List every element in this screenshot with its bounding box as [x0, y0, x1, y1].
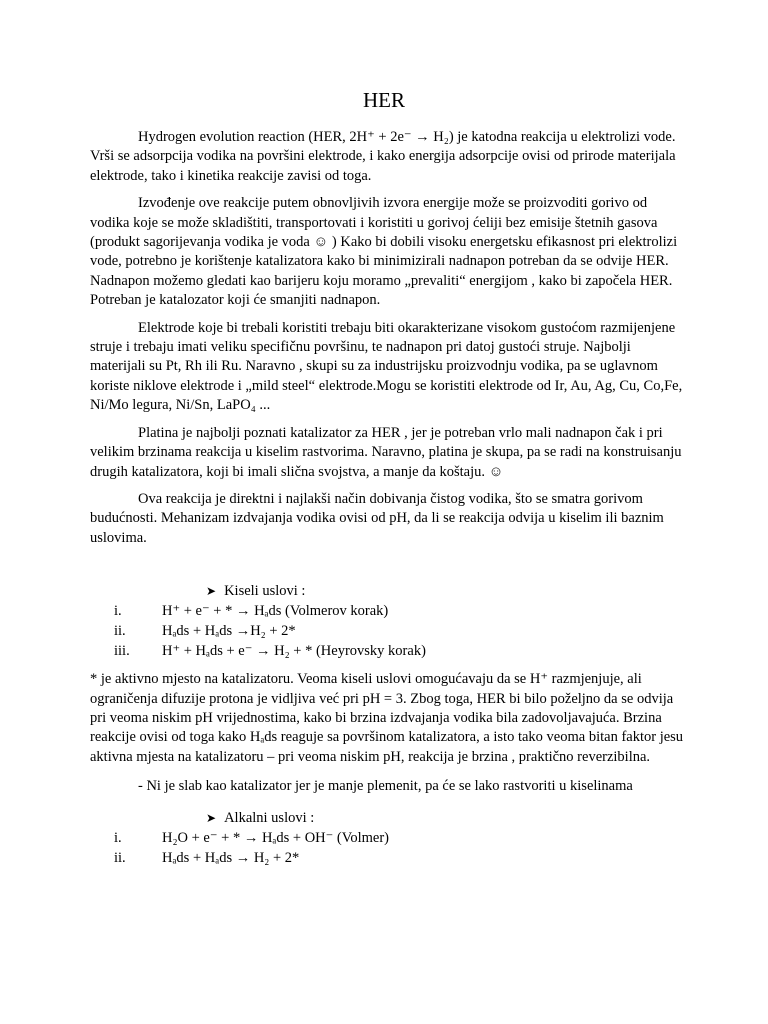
document-body [90, 128, 685, 869]
paragraph-text: Hydrogen evolution reaction (HER, 2H⁺ + 2e⁻ → H₂) je katodna reakcija u elektrolizi vode. Vrši se adsorpcija vodika na površini elektrode, i kako energija adsorpcije ovisi od prirode materijala elektrode, tako i kinetika reakcije zavisi od toga. [90, 129, 676, 184]
active-site-note: * je aktivno mjesto na katalizatoru. Veoma kiseli uslovi omogućavaju da se H⁺ razmjenjuje, ali ograničenja difuzije protona je vidljiva već pri pH = 3. Zbog toga, HER bi bilo poželjno da se odvija pri veoma niskim pH vrijednostima, kako bi brzina izdvajanja vodika bila zadovoljavajuća. Brzina reakcije ovisi od toga kako Hₐds reaguje sa površinom katalizatora, a isto tako veoma bitan faktor jesu aktivna mjesta na katalizatoru – pri veoma niskim pH, reakcija je brzina , praktično reverzibilna. [90, 671, 684, 765]
step-equation: H₂O + e⁻ + * → Hₐds + OH⁻ (Volmer) [162, 829, 390, 846]
alkaline-heading-label: Alkalni uslovi : [224, 809, 315, 826]
paragraph-text: Ova reakcija je direktni i najlakši način dobivanja čistog vodika, što se smatra gorivom budućnosti. Mehanizam izdvajanja vodika ovisi od pH, da li se reakcija odvija u kiselim ili baznim uslovima. [90, 490, 664, 546]
alkaline-heading [206, 809, 685, 829]
paragraph-intro [90, 128, 685, 186]
step-equation: Hₐds + Hₐds → H₂ + 2* [162, 849, 300, 866]
step-equation: H⁺ + Hₐds + e⁻ → H₂ + * (Heyrovsky korak) [162, 643, 426, 660]
step-equation: H⁺ + e⁻ + * → Hₐds (Volmerov korak) [162, 603, 389, 620]
paragraph-text: Izvođenje ove reakcije putem obnovljivih izvora energije može se proizvoditi gorivo od vodika koje se može skladištiti, transportovati i koristiti u gorivoj ćeliji bez emisije štetnih gasova (produkt sagorijevanja vodika je voda ☺ ) Kako bi dobili visoku energetsku efikasnost pri elektrolizi vode, potrebno je korištenje katalizatora kako bi minimizirali nadnapon potreban da se odvije HER. Nadnapon možemo gledati kao barijeru koju moramo „prevaliti“ energijom , kako bi započela HER. Potreban je katalozator koji će smanjiti nadnapon. [90, 195, 678, 309]
acid-heading [206, 582, 685, 602]
paragraph-text: Elektrode koje bi trebali koristiti trebaju biti okarakterizane visokom gustoćom razmijenjene struje i trebaju imati veliku specifičnu površinu, te nadnapon pri datoj gustoći struje. Najbolji materijali su Pt, Rh ili Ru. Naravno , skupi su za industrijsku proizvodnju vodika, pa se uglavnom koriste niklove elektrode i „mild steel“ elektrode.Mogu se koristiti elektrode od Ir, Au, Ag, Cu, Co,Fe, Ni/Mo legura, Ni/Sn, LaPO₄ ... [90, 319, 683, 414]
acid-step [90, 622, 685, 642]
step-number: i. [114, 603, 122, 620]
step-equation: Hₐds + Hₐds →H₂ + 2* [162, 623, 296, 640]
paragraph-electrodes [90, 319, 685, 416]
acid-heading-label: Kiseli uslovi : [224, 583, 306, 600]
paragraph-text: Platina je najbolji poznati katalizator za HER , jer je potreban vrlo mali nadnapon čak i pri velikim brzinama reakcija u kiselim rastvorima. Naravno, platina je skupa, pa se radi na konstruisanju drugih katalizatora, koji bi imali slična svojstva, a manje da koštaju. ☺ [90, 424, 682, 480]
step-number: ii. [114, 623, 126, 640]
alkaline-step [90, 849, 685, 869]
step-number: ii. [114, 849, 126, 866]
spacer [90, 556, 685, 582]
arrowhead-bullet-icon: ➤ [206, 584, 217, 599]
step-number: i. [114, 829, 122, 846]
page-title: HER [363, 88, 405, 112]
arrowhead-bullet-icon: ➤ [206, 810, 217, 825]
acid-step [90, 602, 685, 622]
paragraph-mechanism [90, 490, 685, 548]
paragraph-renewable [90, 194, 685, 310]
nickel-note: - Ni je slab kao katalizator jer je manje plemenit, pa će se lako rastvoriti u kiselinama [138, 778, 633, 795]
acid-step [90, 642, 685, 662]
step-number: iii. [114, 643, 130, 660]
paragraph-platinum [90, 424, 685, 482]
alkaline-step [90, 829, 685, 849]
